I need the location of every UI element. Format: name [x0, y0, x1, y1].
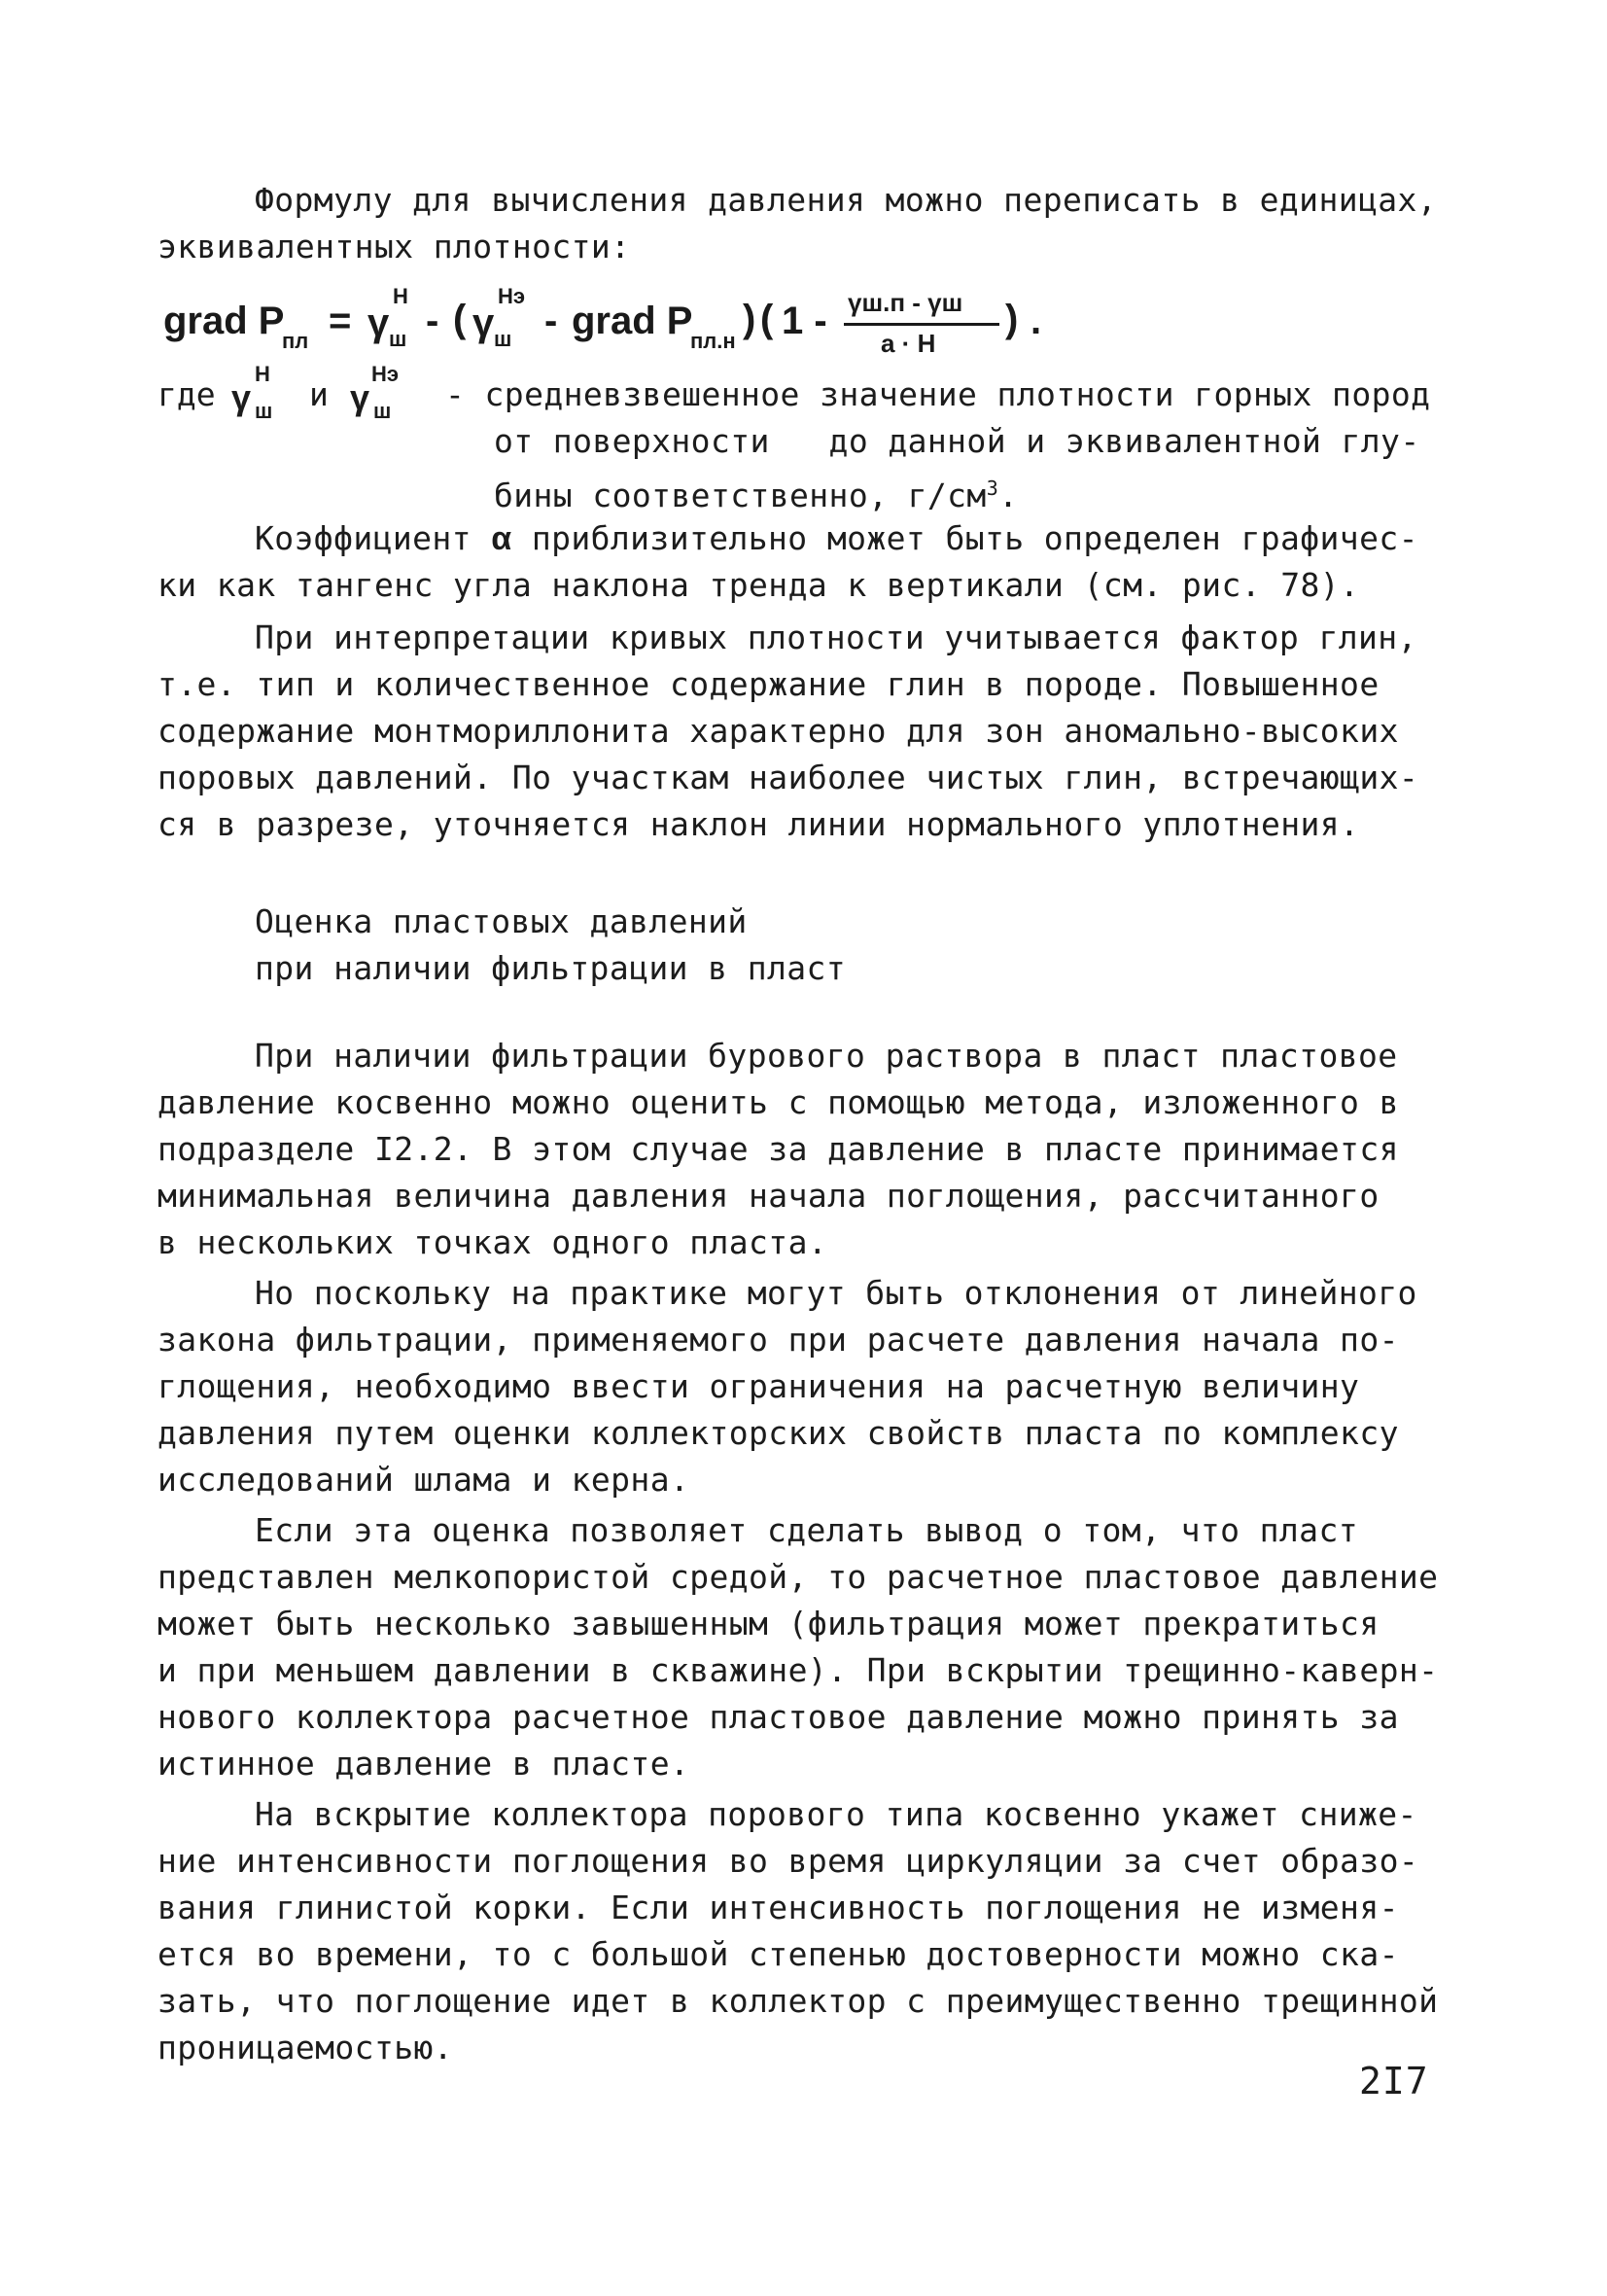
formula-numerator: γш.п - γш [848, 288, 963, 317]
text-line: от поверхности до данной и эквивалентной глу- [494, 422, 1420, 460]
formula-lhs: grad P [163, 300, 285, 342]
text-line: При наличии фильтрации бурового раствора в пласт пластовое [255, 1037, 1398, 1075]
formula-paren: ) [1005, 298, 1019, 340]
text-line: минимальная величина давления начала поглощения, рассчитанного [157, 1177, 1380, 1215]
formula-gamma-2-sup: Нэ [498, 284, 526, 308]
text-line: давление косвенно можно оценить с помощью метода, изложенного в [157, 1083, 1399, 1121]
formula-grad-p-sub: пл.н [690, 329, 736, 353]
formula-gamma-2-sub: ш [494, 327, 512, 351]
text-line: - средневзвешенное значение плотности горных пород [445, 375, 1431, 413]
formula-lhs-sub: пл [282, 329, 309, 353]
text-line: т.е. тип и количественное содержание глин в породе. Повышенное [157, 665, 1380, 703]
text-line: Но поскольку на практике могут быть отклонения от линейного [255, 1274, 1417, 1312]
formula-paren: ) [743, 298, 756, 340]
gamma-sub: ш [255, 399, 273, 423]
text-line: ки как тангенс угла наклона тренда к вертикали (см. рис. 78). [157, 566, 1360, 604]
coefficient-text: приблизительно может быть определен графичес- [531, 519, 1418, 557]
text-line: исследований шлама и керна. [157, 1461, 690, 1499]
formula-dot: . [1031, 300, 1042, 342]
alpha-symbol: α [491, 520, 512, 557]
section-heading: Оценка пластовых давлений [255, 902, 748, 940]
text-line: Если эта оценка позволяет сделать вывод о том, что пласт [255, 1511, 1358, 1549]
formula-gamma-1: γ [367, 301, 390, 344]
text-line [255, 515, 1538, 562]
text-line: представлен мелкопористой средой, то расчетное пластовое давление [157, 1558, 1439, 1596]
formula-gamma-1-sub: ш [389, 327, 407, 351]
text-line: может быть несколько завышенным (фильтрация может прекратиться [157, 1605, 1380, 1643]
definition-label: где [157, 375, 216, 413]
formula-paren: ( [453, 298, 467, 340]
units-superscript: 3 [986, 477, 999, 500]
formula-equals: = [329, 300, 352, 342]
text-line: На вскрытие коллектора порового типа косвенно укажет сниже- [255, 1795, 1417, 1833]
formula-grad-p: grad P [572, 300, 693, 342]
text-line: зать, что поглощение идет в коллектор с преимущественно трещинной [157, 1982, 1439, 2020]
text-line: проницаемостью. [157, 2029, 454, 2066]
text-line: давления путем оценки коллекторских свойств пласта по комплексу [157, 1414, 1399, 1452]
text-line: ется во времени, то с большой степенью достоверности можно ска- [157, 1935, 1399, 1973]
text-line: в нескольких точках одного пласта. [157, 1223, 828, 1261]
text-line: вания глинистой корки. Если интенсивность поглощения не изменя- [157, 1889, 1399, 1926]
definition-end: . [998, 477, 1019, 514]
text-line: подразделе I2.2. В этом случае за давление в пласте принимается [157, 1130, 1399, 1168]
gamma-symbol: γ [231, 377, 252, 417]
formula-minus: - [426, 300, 439, 342]
text-line: Формулу для вычисления давления можно переписать в единицах, [255, 181, 1438, 219]
text-line: содержание монтмориллонита характерно для зон аномально-высоких [157, 712, 1399, 750]
text-line: ся в разрезе, уточняется наклон линии нормального уплотнения. [157, 805, 1360, 843]
text-line [494, 465, 1018, 519]
text-line: При интерпретации кривых плотности учитывается фактор глин, [255, 618, 1417, 656]
formula-one-minus: 1 - [782, 300, 827, 342]
gamma-symbol: γ [350, 377, 370, 417]
text-line: поровых давлений. По участкам наиболее чистых глин, встречающих- [157, 759, 1419, 796]
definition-and: и [309, 375, 330, 413]
formula-paren: ( [760, 298, 774, 340]
text-line: ние интенсивности поглощения во время циркуляции за счет образо- [157, 1842, 1419, 1880]
formula-gamma-1-sup: Н [393, 284, 408, 308]
gamma-sup: Н [255, 362, 270, 386]
formula-gamma-2: γ [472, 301, 495, 344]
text-line: и при меньшем давлении в скважине). При вскрытии трещинно-каверн- [157, 1651, 1439, 1689]
section-heading: при наличии фильтрации в пласт [255, 949, 847, 987]
gamma-sub: ш [373, 399, 392, 423]
text-line: глощения, необходимо ввести ограничения на расчетную величину [157, 1367, 1360, 1405]
pressure-formula [163, 280, 1135, 368]
text-line: закона фильтрации, применяемого при расчете давления начала по- [157, 1321, 1399, 1359]
fraction-bar [844, 323, 999, 326]
text-line: эквивалентных плотности: [157, 228, 631, 265]
text-line: нового коллектора расчетное пластовое давление можно принять за [157, 1698, 1399, 1736]
definition-units: бины соответственно, г/см [494, 477, 987, 514]
coefficient-label: Коэффициент [255, 519, 472, 557]
gamma-sup: Нэ [371, 362, 400, 386]
formula-minus: - [544, 300, 558, 342]
text-line: истинное давление в пласте. [157, 1745, 690, 1783]
formula-denominator: a · H [881, 329, 936, 358]
page-number: 2I7 [1359, 2060, 1429, 2102]
